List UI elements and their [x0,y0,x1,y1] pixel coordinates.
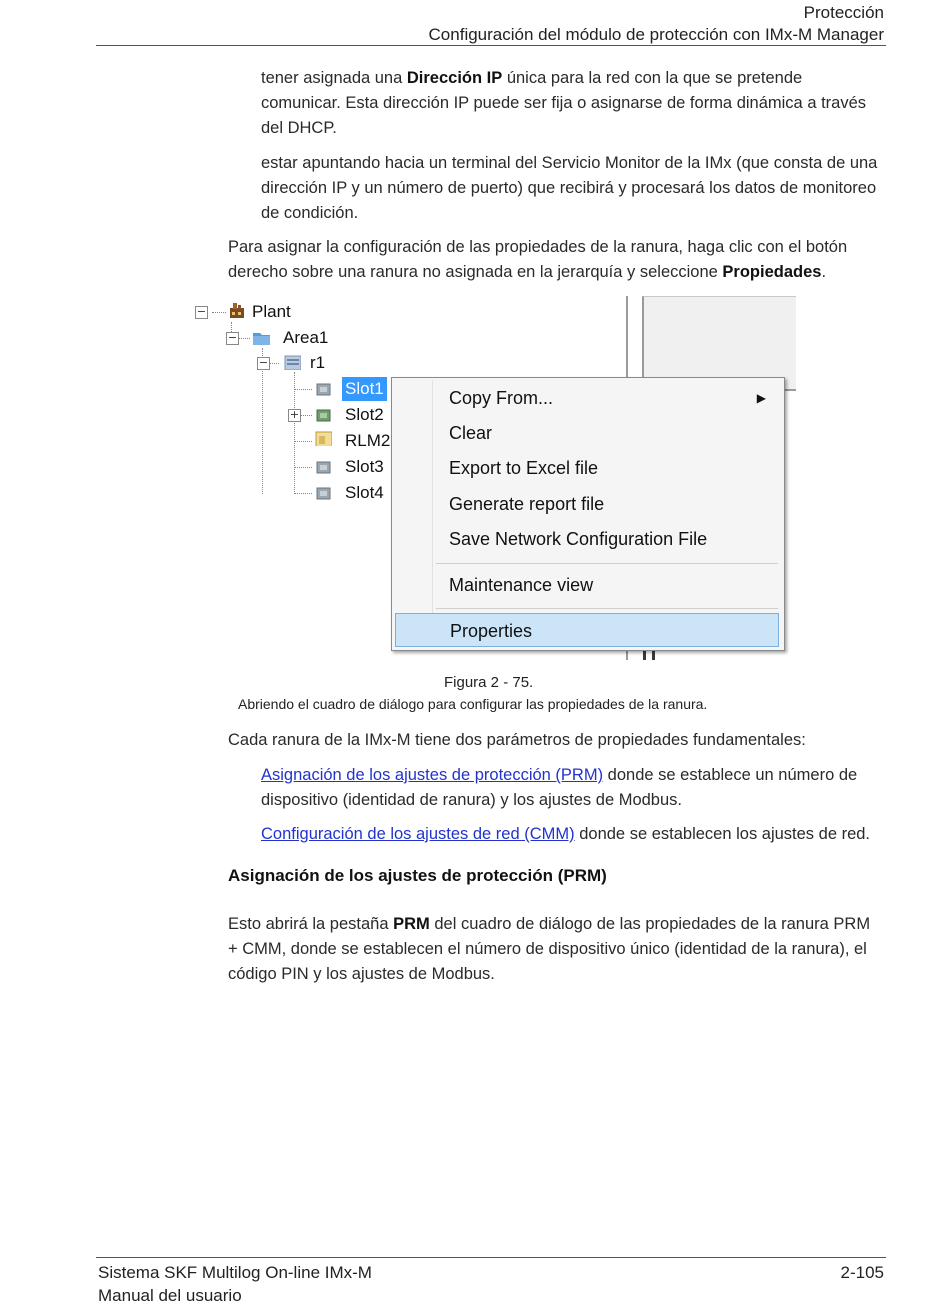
tree-node-r1[interactable]: r1 [310,353,326,372]
menu-item-properties[interactable]: Properties [395,613,779,647]
intro-item-ip: tener asignada una Dirección IP única para la red con la que se pretende comunicar. Esta dirección IP puede ser fija o asignarse de forma dinámica a través del DHCP. [261,69,867,137]
page-number: 2-105 [840,1263,884,1282]
collapse-area1-icon[interactable]: − [227,331,238,344]
rlm-icon [314,430,332,446]
param-cmm: Configuración de los ajustes de red (CMM) donde se establecen los ajustes de red. [261,825,871,843]
figure-number: Figura 2 - 75. [444,674,534,691]
assign-instruction: Para asignar la configuración de las propiedades de la ranura, haga clic con el botón derecho sobre una ranura no asignada en la jerarquía y seleccione Propiedades. [228,238,848,281]
menu-item-clear[interactable]: Clear [449,423,493,443]
menu-item-export-excel[interactable]: Export to Excel file [449,458,599,478]
slot-icon [314,380,332,396]
collapse-r1-icon[interactable]: − [258,356,269,369]
slot-icon [314,484,332,500]
menu-item-generate-report[interactable]: Generate report file [449,494,605,514]
footer-rule [96,1257,886,1258]
rack-icon [283,354,301,370]
tree-node-slot3[interactable]: Slot3 [345,457,384,476]
link-cmm-settings[interactable]: Configuración de los ajustes de red (CMM) [261,825,575,843]
slot-icon [314,458,332,474]
header-section: Protección [803,3,884,22]
menu-separator [436,563,778,564]
footer-manual: Manual del usuario [98,1286,242,1305]
plant-icon [228,302,246,318]
tree-node-slot2[interactable]: Slot2 [345,405,384,424]
param-prm: Asignación de los ajustes de protección (PRM) donde se establece un número de dispositivo (identidad de ranura) y los ajustes de Modbus. [261,766,858,809]
submenu-arrow-icon: ▶ [756,391,766,405]
prm-tab-description: Esto abrirá la pestaña PRM del cuadro de diálogo de las propiedades de la ranura PRM + CMM, donde se establecen el número de dispositivo único (identidad de la ranura), el código PIN y los ajustes de Modbus. [228,915,871,983]
figure-caption: Abriendo el cuadro de diálogo para configurar las propiedades de la ranura. [238,696,708,712]
section-heading: Asignación de los ajustes de protección (PRM) [228,866,607,885]
menu-item-maintenance-view[interactable]: Maintenance view [449,575,594,595]
tree-node-rlm2[interactable]: RLM2 [345,431,391,450]
menu-separator [436,608,778,609]
footer-product: Sistema SKF Multilog On-line IMx-M [98,1263,372,1282]
slot-module-icon [314,406,332,422]
header-subsection: Configuración del módulo de protección con IMx-M Manager [428,25,884,44]
collapse-plant-icon[interactable]: − [196,305,207,318]
tree-node-slot1[interactable]: Slot1 [342,377,387,401]
tree-node-slot4[interactable]: Slot4 [345,483,384,502]
tree-node-plant[interactable]: Plant [252,302,291,321]
tree-node-area1[interactable]: Area1 [283,328,329,347]
menu-item-copy-from[interactable]: Copy From... ▶ [392,381,782,415]
expand-slot2-icon[interactable]: + [289,408,300,421]
link-prm-settings[interactable]: Asignación de los ajustes de protección (PRM) [261,766,604,784]
header-rule [96,45,886,46]
menu-item-save-network-config[interactable]: Save Network Configuration File [449,529,708,549]
intro-item-monitor: estar apuntando hacia un terminal del Servicio Monitor de la IMx (que consta de una dirección IP y un número de puerto) que recibirá y procesará los datos de monitoreo de condición. [261,154,878,222]
context-menu [391,377,785,651]
folder-icon [252,329,270,345]
params-intro: Cada ranura de la IMx-M tiene dos parámetros de propiedades fundamentales: [228,731,806,749]
